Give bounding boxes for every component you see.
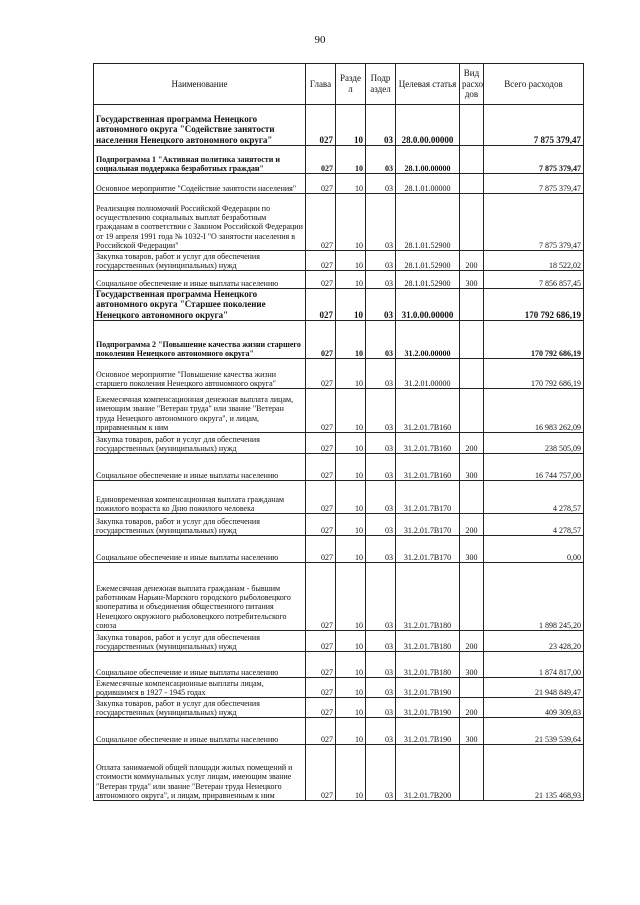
row-total: 4 278,57 (484, 514, 584, 536)
row-target: 31.2.01.7В170 (396, 481, 460, 514)
row-total: 18 522,02 (484, 251, 584, 271)
row-expense-type (460, 194, 484, 251)
row-section: 10 (336, 652, 366, 678)
table-row (94, 251, 584, 271)
row-expense-type: 300 (460, 271, 484, 289)
row-subsection: 03 (366, 146, 396, 174)
row-name: Закупка товаров, работ и услуг для обеспечения государственных (муниципальных) нужд (94, 251, 306, 271)
row-expense-type: 200 (460, 514, 484, 536)
row-subsection: 03 (366, 678, 396, 698)
row-chapter: 027 (306, 359, 336, 389)
row-expense-type: 300 (460, 718, 484, 745)
row-expense-type: 200 (460, 631, 484, 652)
row-expense-type (460, 321, 484, 359)
row-subsection: 03 (366, 454, 396, 481)
header-name: Наименование (94, 64, 306, 105)
table-row (94, 174, 584, 194)
row-name: Закупка товаров, работ и услуг для обеспечения государственных (муниципальных) нужд (94, 514, 306, 536)
table-row (94, 105, 584, 146)
table-row (94, 454, 584, 481)
row-target: 31.2.01.7В160 (396, 433, 460, 454)
row-chapter: 027 (306, 563, 336, 631)
row-total: 23 428,20 (484, 631, 584, 652)
row-section: 10 (336, 271, 366, 289)
row-name: Подпрограмма 2 "Повышение качества жизни старшего поколения Ненецкого автономного округа" (94, 321, 306, 359)
row-expense-type: 200 (460, 433, 484, 454)
row-subsection: 03 (366, 251, 396, 271)
row-target: 31.2.01.7В160 (396, 389, 460, 433)
row-chapter: 027 (306, 194, 336, 251)
row-expense-type (460, 146, 484, 174)
header-target: Целевая статья (396, 64, 460, 105)
row-expense-type (460, 389, 484, 433)
row-subsection: 03 (366, 745, 396, 801)
row-name: Социальное обеспечение и иные выплаты населению (94, 652, 306, 678)
row-name: Оплата занимаемой общей площади жилых помещений и стоимости коммунальных услуг лицам, имеющим звание "Ветеран труда" или звание "Ветеран труда Ненецкого автономного округа", и лицам, приравненным к ним (94, 745, 306, 801)
row-target: 31.0.00.00000 (396, 289, 460, 321)
row-name: Закупка товаров, работ и услуг для обеспечения государственных (муниципальных) нужд (94, 698, 306, 718)
row-expense-type (460, 481, 484, 514)
row-subsection: 03 (366, 563, 396, 631)
row-name: Подпрограмма 1 "Активная политика занятости и социальная поддержка безработных граждан" (94, 146, 306, 174)
row-name: Закупка товаров, работ и услуг для обеспечения государственных (муниципальных) нужд (94, 631, 306, 652)
row-chapter: 027 (306, 514, 336, 536)
row-target: 28.1.01.00000 (396, 174, 460, 194)
table-row (94, 678, 584, 698)
row-total: 1 874 817,00 (484, 652, 584, 678)
row-chapter: 027 (306, 146, 336, 174)
row-expense-type: 200 (460, 698, 484, 718)
row-section: 10 (336, 321, 366, 359)
row-target: 28.1.01.52900 (396, 251, 460, 271)
row-chapter: 027 (306, 536, 336, 563)
row-chapter: 027 (306, 718, 336, 745)
row-expense-type (460, 359, 484, 389)
row-target: 28.1.01.52900 (396, 194, 460, 251)
row-name: Основное мероприятие "Содействие занятости населения" (94, 174, 306, 194)
row-section: 10 (336, 105, 366, 146)
row-section: 10 (336, 631, 366, 652)
table-row (94, 631, 584, 652)
row-expense-type (460, 678, 484, 698)
table-row (94, 289, 584, 321)
row-total: 1 898 245,20 (484, 563, 584, 631)
row-chapter: 027 (306, 454, 336, 481)
table-row (94, 481, 584, 514)
row-subsection: 03 (366, 481, 396, 514)
row-subsection: 03 (366, 389, 396, 433)
row-total: 238 505,09 (484, 433, 584, 454)
row-total: 0,00 (484, 536, 584, 563)
row-section: 10 (336, 536, 366, 563)
header-subsection: Подр аздел (366, 64, 396, 105)
table-row (94, 718, 584, 745)
row-subsection: 03 (366, 698, 396, 718)
row-expense-type (460, 105, 484, 146)
row-section: 10 (336, 389, 366, 433)
table-row (94, 514, 584, 536)
row-total: 21 539 539,64 (484, 718, 584, 745)
table-row (94, 321, 584, 359)
row-expense-type (460, 563, 484, 631)
header-expense-type: Вид расхо дов (460, 64, 484, 105)
row-expense-type: 200 (460, 251, 484, 271)
row-section: 10 (336, 359, 366, 389)
row-subsection: 03 (366, 289, 396, 321)
row-subsection: 03 (366, 631, 396, 652)
row-name: Социальное обеспечение и иные выплаты населению (94, 718, 306, 745)
row-target: 31.2.01.7В190 (396, 698, 460, 718)
row-subsection: 03 (366, 271, 396, 289)
row-subsection: 03 (366, 174, 396, 194)
row-target: 28.0.00.00000 (396, 105, 460, 146)
table-row (94, 536, 584, 563)
row-name: Государственная программа Ненецкого автономного округа "Содействие занятости населения Ненецкого автономного округа" (94, 105, 306, 146)
header-total: Всего расходов (484, 64, 584, 105)
row-name: Государственная программа Ненецкого автономного округа "Старшее поколение Ненецкого автономного округа" (94, 289, 306, 321)
row-section: 10 (336, 745, 366, 801)
row-target: 31.2.01.7В170 (396, 536, 460, 563)
table-row (94, 271, 584, 289)
row-chapter: 027 (306, 481, 336, 514)
row-chapter: 027 (306, 698, 336, 718)
table-row (94, 652, 584, 678)
row-expense-type (460, 745, 484, 801)
row-subsection: 03 (366, 105, 396, 146)
header-chapter: Глава (306, 64, 336, 105)
row-target: 31.2.01.7В190 (396, 678, 460, 698)
row-expense-type (460, 174, 484, 194)
row-chapter: 027 (306, 433, 336, 454)
row-target: 31.2.01.00000 (396, 359, 460, 389)
row-name: Единовременная компенсационная выплата гражданам пожилого возраста ко Дню пожилого человека (94, 481, 306, 514)
row-target: 28.1.01.52900 (396, 271, 460, 289)
row-section: 10 (336, 698, 366, 718)
row-target: 31.2.01.7В200 (396, 745, 460, 801)
row-subsection: 03 (366, 359, 396, 389)
row-total: 4 278,57 (484, 481, 584, 514)
row-name: Ежемесячные компенсационные выплаты лицам, родившимся в 1927 - 1945 годах (94, 678, 306, 698)
row-total: 7 875 379,47 (484, 105, 584, 146)
row-total: 21 948 849,47 (484, 678, 584, 698)
row-total: 16 744 757,00 (484, 454, 584, 481)
row-chapter: 027 (306, 652, 336, 678)
row-total: 7 856 857,45 (484, 271, 584, 289)
row-section: 10 (336, 433, 366, 454)
header-section: Разде л (336, 64, 366, 105)
row-name: Реализация полномочий Российской Федерации по осуществлению социальных выплат безработным гражданам в соответствии с Законом Российской Федерации от 19 апреля 1991 года № 1032-I "О занятости населения в Российской Федерации" (94, 194, 306, 251)
row-name: Социальное обеспечение и иные выплаты населению (94, 271, 306, 289)
row-section: 10 (336, 678, 366, 698)
row-section: 10 (336, 454, 366, 481)
row-total: 170 792 686,19 (484, 359, 584, 389)
row-name: Социальное обеспечение и иные выплаты населению (94, 454, 306, 481)
row-name: Закупка товаров, работ и услуг для обеспечения государственных (муниципальных) нужд (94, 433, 306, 454)
table-row (94, 563, 584, 631)
row-expense-type (460, 289, 484, 321)
table-row (94, 194, 584, 251)
row-expense-type: 300 (460, 454, 484, 481)
row-subsection: 03 (366, 718, 396, 745)
row-chapter: 027 (306, 389, 336, 433)
row-section: 10 (336, 251, 366, 271)
row-target: 31.2.01.7В180 (396, 563, 460, 631)
row-chapter: 027 (306, 289, 336, 321)
row-subsection: 03 (366, 321, 396, 359)
row-chapter: 027 (306, 174, 336, 194)
row-target: 28.1.00.00000 (396, 146, 460, 174)
row-section: 10 (336, 194, 366, 251)
row-subsection: 03 (366, 536, 396, 563)
row-total: 170 792 686,19 (484, 321, 584, 359)
row-chapter: 027 (306, 271, 336, 289)
row-total: 16 983 262,09 (484, 389, 584, 433)
page-number: 90 (314, 34, 326, 46)
row-chapter: 027 (306, 745, 336, 801)
table-row (94, 146, 584, 174)
row-chapter: 027 (306, 678, 336, 698)
row-section: 10 (336, 514, 366, 536)
row-name: Основное мероприятие "Повышение качества жизни старшего поколения Ненецкого автономного округа" (94, 359, 306, 389)
row-name: Ежемесячная денежная выплата гражданам - бывшим работникам Нарьян-Марского городского рыболовецкого кооператива и объединения общественного питания Ненецкого окружного рыболовецкого потребительского союза (94, 563, 306, 631)
table-row (94, 745, 584, 801)
row-section: 10 (336, 563, 366, 631)
row-target: 31.2.01.7В170 (396, 514, 460, 536)
row-section: 10 (336, 146, 366, 174)
row-total: 7 875 379,47 (484, 146, 584, 174)
row-target: 31.2.00.00000 (396, 321, 460, 359)
row-expense-type: 300 (460, 652, 484, 678)
table-row (94, 359, 584, 389)
row-total: 170 792 686,19 (484, 289, 584, 321)
row-chapter: 027 (306, 105, 336, 146)
row-subsection: 03 (366, 194, 396, 251)
row-subsection: 03 (366, 652, 396, 678)
row-section: 10 (336, 718, 366, 745)
budget-table (93, 63, 584, 801)
row-target: 31.2.01.7В160 (396, 454, 460, 481)
table-row (94, 698, 584, 718)
row-subsection: 03 (366, 433, 396, 454)
row-chapter: 027 (306, 631, 336, 652)
row-section: 10 (336, 481, 366, 514)
row-chapter: 027 (306, 321, 336, 359)
row-target: 31.2.01.7В180 (396, 631, 460, 652)
row-target: 31.2.01.7В190 (396, 718, 460, 745)
table-header-row (94, 64, 584, 105)
row-total: 7 875 379,47 (484, 194, 584, 251)
row-target: 31.2.01.7В180 (396, 652, 460, 678)
row-name: Ежемесячная компенсационная денежная выплата лицам, имеющим звание "Ветеран труда" или звание "Ветеран труда Ненецкого автономного округа", и лицам, приравненным к ним (94, 389, 306, 433)
table-row (94, 433, 584, 454)
row-section: 10 (336, 289, 366, 321)
row-total: 7 875 379,47 (484, 174, 584, 194)
row-subsection: 03 (366, 514, 396, 536)
row-expense-type: 300 (460, 536, 484, 563)
table-row (94, 389, 584, 433)
row-section: 10 (336, 174, 366, 194)
row-total: 21 135 468,93 (484, 745, 584, 801)
row-name: Социальное обеспечение и иные выплаты населению (94, 536, 306, 563)
row-total: 409 309,83 (484, 698, 584, 718)
row-chapter: 027 (306, 251, 336, 271)
